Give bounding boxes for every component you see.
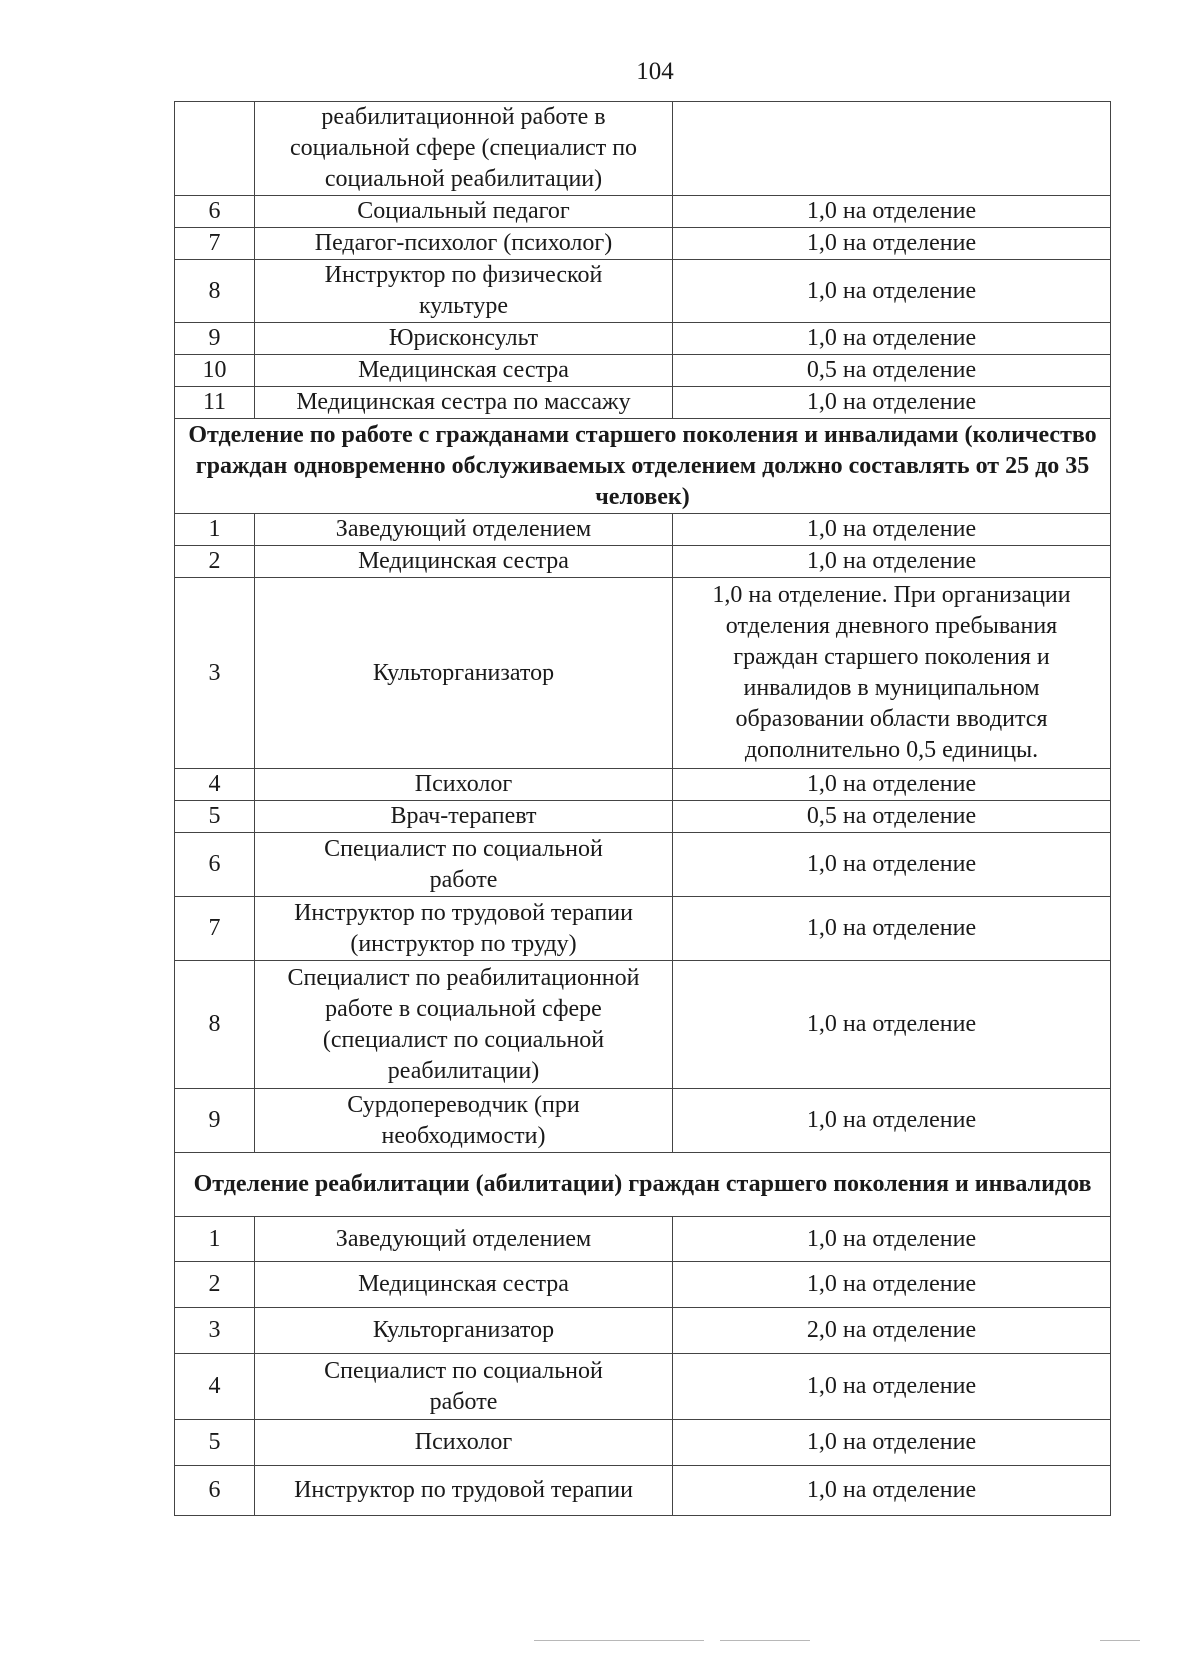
- position-name: Специалист по реабилитационной работе в социальной сфере (специалист по социальной реабилитации): [255, 961, 673, 1089]
- section-title: Отделение по работе с гражданами старшего поколения и инвалидами (количество граждан одновременно обслуживаемых отделением должно составлять от 25 до 35 человек): [175, 419, 1111, 514]
- section-header-row: [175, 419, 1111, 514]
- position-name: Инструктор по физической культуре: [255, 260, 673, 323]
- row-number: 8: [175, 961, 255, 1089]
- table-row: [175, 1262, 1111, 1308]
- row-number: 11: [175, 387, 255, 419]
- position-name: Инструктор по трудовой терапии: [255, 1466, 673, 1516]
- table-row: [175, 355, 1111, 387]
- staff-norm: 1,0 на отделение: [673, 260, 1111, 323]
- staff-norm: 1,0 на отделение: [673, 1420, 1111, 1466]
- staff-norm: 1,0 на отделение: [673, 196, 1111, 228]
- scan-artifact-line: [720, 1640, 810, 1641]
- row-number: 4: [175, 1354, 255, 1420]
- staff-norm: 1,0 на отделение: [673, 1354, 1111, 1420]
- position-name: Юрисконсульт: [255, 323, 673, 355]
- staff-norm: 1,0 на отделение: [673, 1262, 1111, 1308]
- staff-norm: 1,0 на отделение: [673, 1089, 1111, 1153]
- row-number: 7: [175, 228, 255, 260]
- row-number: 1: [175, 514, 255, 546]
- staff-norm: 1,0 на отделение: [673, 961, 1111, 1089]
- row-number: 2: [175, 1262, 255, 1308]
- row-number: 4: [175, 769, 255, 801]
- position-name: Медицинская сестра: [255, 546, 673, 578]
- row-number: 1: [175, 1217, 255, 1262]
- staff-norm: 1,0 на отделение: [673, 228, 1111, 260]
- position-name: Специалист по социальной работе: [255, 1354, 673, 1420]
- staff-norm: 0,5 на отделение: [673, 801, 1111, 833]
- position-name: Педагог-психолог (психолог): [255, 228, 673, 260]
- row-number: 6: [175, 1466, 255, 1516]
- table-row: [175, 1217, 1111, 1262]
- staff-norm: 1,0 на отделение: [673, 514, 1111, 546]
- table-row: [175, 323, 1111, 355]
- staff-norm: 1,0 на отделение: [673, 323, 1111, 355]
- table-row: [175, 1420, 1111, 1466]
- row-number: 5: [175, 1420, 255, 1466]
- row-number: 2: [175, 546, 255, 578]
- position-name: Культорганизатор: [255, 578, 673, 769]
- position-name: Специалист по социальной работе: [255, 833, 673, 897]
- staffing-table: [174, 101, 1111, 1516]
- table-row: [175, 546, 1111, 578]
- section-title: Отделение реабилитации (абилитации) граждан старшего поколения и инвалидов: [175, 1153, 1111, 1217]
- table-row: [175, 769, 1111, 801]
- row-number: 9: [175, 323, 255, 355]
- row-number: 7: [175, 897, 255, 961]
- position-name: Заведующий отделением: [255, 1217, 673, 1262]
- table-row: [175, 260, 1111, 323]
- position-name: Культорганизатор: [255, 1308, 673, 1354]
- page-number: 104: [636, 58, 674, 85]
- table-row: [175, 228, 1111, 260]
- position-name: Социальный педагог: [255, 196, 673, 228]
- table-row: [175, 961, 1111, 1089]
- staff-norm: 1,0 на отделение: [673, 387, 1111, 419]
- position-name: Медицинская сестра по массажу: [255, 387, 673, 419]
- staff-norm: 0,5 на отделение: [673, 355, 1111, 387]
- table-row: [175, 578, 1111, 769]
- table-row: [175, 387, 1111, 419]
- table-row: [175, 801, 1111, 833]
- table-row: [175, 1466, 1111, 1516]
- staff-norm: 1,0 на отделение: [673, 769, 1111, 801]
- table-row: [175, 196, 1111, 228]
- row-number: 6: [175, 196, 255, 228]
- position-name: реабилитационной работе в социальной сфере (специалист по социальной реабилитации): [255, 102, 673, 196]
- row-number: 5: [175, 801, 255, 833]
- staff-norm: 1,0 на отделение: [673, 833, 1111, 897]
- table-row: [175, 833, 1111, 897]
- row-number: 9: [175, 1089, 255, 1153]
- table-row: [175, 897, 1111, 961]
- staff-norm: 1,0 на отделение: [673, 546, 1111, 578]
- table-row-continuation: [175, 102, 1111, 196]
- table-row: [175, 1308, 1111, 1354]
- table-row: [175, 1089, 1111, 1153]
- row-number: 10: [175, 355, 255, 387]
- position-name: Заведующий отделением: [255, 514, 673, 546]
- position-name: Сурдопереводчик (при необходимости): [255, 1089, 673, 1153]
- scan-artifact-line: [534, 1640, 704, 1641]
- staff-norm: 1,0 на отделение. При организации отделения дневного пребывания граждан старшего поколения и инвалидов в муниципальном образовании области вводится дополнительно 0,5 единицы.: [673, 578, 1111, 769]
- staff-norm: [673, 102, 1111, 196]
- position-name: Инструктор по трудовой терапии (инструктор по труду): [255, 897, 673, 961]
- row-number: 8: [175, 260, 255, 323]
- staff-norm: 1,0 на отделение: [673, 1217, 1111, 1262]
- staff-norm: 2,0 на отделение: [673, 1308, 1111, 1354]
- scan-artifact-line: [1100, 1640, 1140, 1641]
- row-number: 3: [175, 578, 255, 769]
- position-name: Врач-терапевт: [255, 801, 673, 833]
- position-name: Психолог: [255, 1420, 673, 1466]
- row-number: [175, 102, 255, 196]
- row-number: 3: [175, 1308, 255, 1354]
- section-header-row: [175, 1153, 1111, 1217]
- staff-norm: 1,0 на отделение: [673, 897, 1111, 961]
- staff-norm: 1,0 на отделение: [673, 1466, 1111, 1516]
- table-row: [175, 514, 1111, 546]
- position-name: Психолог: [255, 769, 673, 801]
- table-row: [175, 1354, 1111, 1420]
- row-number: 6: [175, 833, 255, 897]
- position-name: Медицинская сестра: [255, 1262, 673, 1308]
- position-name: Медицинская сестра: [255, 355, 673, 387]
